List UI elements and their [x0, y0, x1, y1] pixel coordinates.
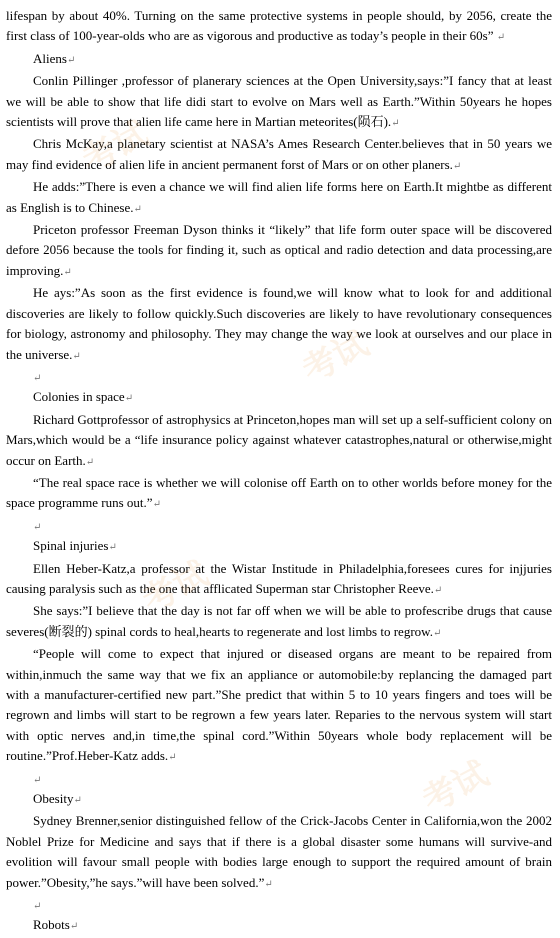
paragraph-mark-icon: ↵ [452, 160, 462, 172]
paragraph-mark-icon: ↵ [66, 54, 76, 66]
paragraph-text: Robots [33, 917, 70, 933]
paragraph-mark-icon: ↵ [124, 393, 134, 405]
empty-paragraph [6, 769, 552, 789]
paragraph-text: She says:”I believe that the day is not far off when we will be able to profescribe drugs that cause severes(断裂的) spinal cords to heal,hearts to regenerate and lost limbs to regrow. [6, 603, 552, 639]
empty-paragraph [6, 895, 552, 915]
body-paragraph [6, 644, 552, 768]
paragraph-mark-icon: ↵ [496, 32, 506, 44]
paragraph-text: Conlin Pillinger ,professor of planerary sciences at the Open University,says:”I fancy that at least we will be able to show that life didi start to evolve on Mars well as Earth.”Within 50years he hopes scientists will prove that alien life came here in Martian meteorites(陨石). [6, 73, 552, 130]
paragraph-text: “The real space race is whether we will colonise off Earth on to other worlds before money for the space programme runs out.” [6, 474, 552, 511]
section-heading [6, 915, 552, 937]
paragraph-mark-icon: ↵ [33, 372, 42, 384]
paragraph-text: Colonies in space [33, 389, 125, 405]
paragraph-text: lifespan by about 40%. Turning on the same protective systems in people should, by 2056, create the first class of 100-year-olds who are as vigorous and productive as today’s people in their 60s” [6, 8, 552, 44]
paragraph-mark-icon: ↵ [72, 350, 81, 362]
paragraph-text: Priceton professor Freeman Dyson thinks it “likely” that life form outer space will be discovered defore 2056 because the tools for finding it, such as optical and radio detection and data processing,are improving. [6, 222, 552, 278]
watermark-logo: 考试 [416, 753, 496, 822]
paragraph-mark-icon: ↵ [33, 774, 42, 786]
paragraph-text: Sydney Brenner,senior distinguished fellow of the Crick-Jacobs Center in California,won the 2002 Noblel Prize for Medicine and says that if there is a global disaster some humans will survive-and evolition will favour small people with bodies large enough to support the required amount of brain power.”Obesity,”he says.”will have been solved.” [6, 813, 552, 890]
body-paragraph [6, 473, 552, 516]
paragraph-text: Richard Gottprofessor of astrophysics at Princeton,hopes man will set up a self-sufficient colony on Mars,which would be a “life insurance policy against whatever catastrophes,natural or otherwise,might occur on Earth. [6, 411, 552, 468]
paragraph-text: “People will come to expect that injured or diseased organs are meant to be repaired from within,inmuch the same way that we fix an appliance or automobile:by replancing the damaged part with a manufacturer-certified new part.”She predict that within 5 to 10 years fingers and toes will be regrown and limbs will start to be regrown a few years later. Reparies to the nervous system will start with optic nerves and,in time,the spinal cord.”Within 50years whole body replacement will be routine.”Prof.Heber-Katz adds. [6, 646, 552, 764]
paragraph-text: He ays:”As soon as the first evidence is found,we will know what to look for and additional discoveries are likely to follow quickly.Such discoveries are likely to have revolutionary consequences for biology, astronomy and philosophy. They may change the way we look at ourselves and our place in the universe. [6, 285, 552, 362]
paragraph-mark-icon: ↵ [69, 921, 79, 933]
watermark-logo: 考试 [76, 113, 156, 182]
watermark-logo: 考试 [296, 323, 376, 392]
paragraph-text: He adds:”There is even a chance we will find alien life forms here on Earth.It mightbe as different as English is to Chinese. [6, 179, 552, 215]
paragraph-text: Aliens [33, 50, 67, 66]
body-paragraph [6, 177, 552, 220]
body-paragraph [6, 134, 552, 177]
paragraph-mark-icon: ↵ [433, 584, 443, 596]
paragraph-text: Spinal injuries [33, 538, 109, 554]
body-paragraph [6, 811, 552, 895]
section-heading [6, 49, 552, 71]
watermark-logo: 考试 [136, 553, 216, 622]
paragraph-text: Ellen Heber-Katz,a professor at the Wistar Institude in Philadelphia,foresees cures for injjuries causing paralysis such as the one that afflicated Superman star Christopher Reeve. [6, 560, 552, 596]
section-heading [6, 387, 552, 409]
body-paragraph [6, 71, 552, 134]
body-paragraph [6, 6, 552, 49]
paragraph-mark-icon: ↵ [33, 901, 42, 913]
body-paragraph [6, 410, 552, 473]
paragraph-mark-icon: ↵ [264, 878, 273, 890]
paragraph-text: Chris McKay,a planetary scientist at NASA’s Ames Research Center.believes that in 50 years we may find evidence of alien life in ancient permanent forst of Mars or on other planers. [6, 136, 552, 172]
body-paragraph [6, 601, 552, 644]
paragraph-mark-icon: ↵ [152, 499, 161, 511]
body-paragraph [6, 220, 552, 283]
paragraph-mark-icon: ↵ [85, 456, 95, 468]
paragraph-mark-icon: ↵ [33, 521, 42, 533]
paragraph-text: Obesity [33, 790, 74, 806]
empty-paragraph [6, 367, 552, 387]
body-paragraph [6, 559, 552, 602]
paragraph-mark-icon: ↵ [73, 794, 82, 806]
paragraph-mark-icon: ↵ [133, 203, 142, 215]
empty-paragraph [6, 516, 552, 536]
section-heading [6, 789, 552, 811]
section-heading [6, 536, 552, 558]
paragraph-mark-icon: ↵ [63, 266, 72, 278]
paragraph-mark-icon: ↵ [391, 118, 400, 130]
paragraph-mark-icon: ↵ [432, 627, 442, 639]
paragraph-mark-icon: ↵ [108, 542, 117, 554]
document-page [6, 6, 552, 938]
body-paragraph [6, 283, 552, 367]
paragraph-mark-icon: ↵ [168, 752, 177, 764]
